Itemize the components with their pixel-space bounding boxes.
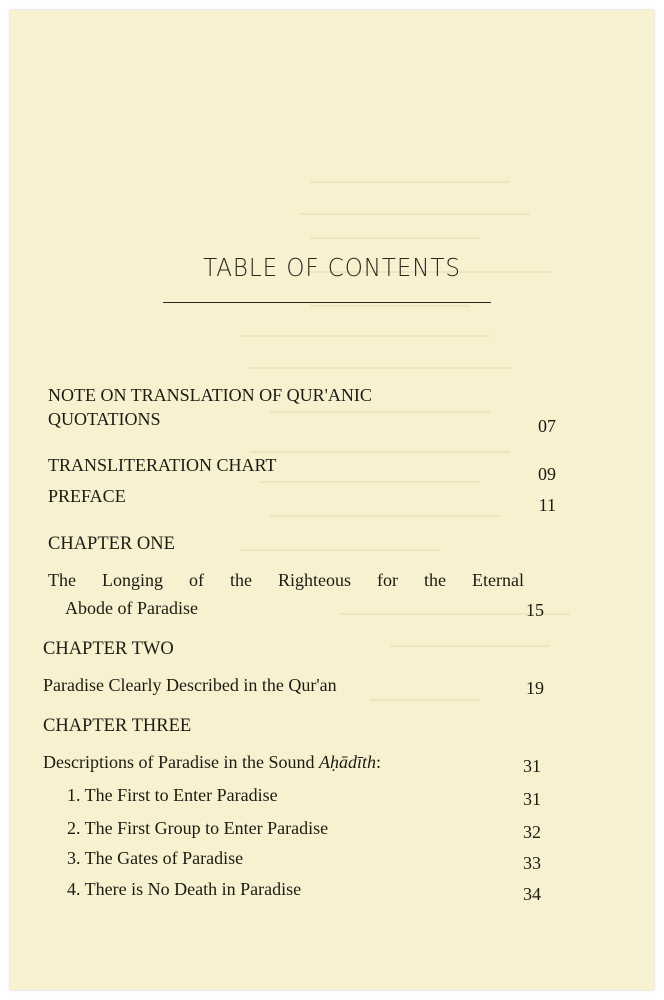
chapter-title-suffix: : [375, 752, 381, 772]
page-number: 19 [526, 678, 544, 698]
toc-title: TABLE OF CONTENTS [203, 253, 461, 282]
page-number: 32 [523, 822, 541, 842]
page-number: 34 [523, 884, 541, 904]
chapter-title-word: the [424, 570, 446, 590]
subsection-item: 4. There is No Death in Paradise [67, 879, 302, 899]
page-number: 15 [526, 600, 544, 620]
chapter-title [43, 750, 381, 774]
page-number: 07 [538, 416, 556, 436]
chapter-title-word: Longing [101, 570, 163, 590]
toc-entry-translation-note-line2: QUOTATIONS [48, 409, 161, 429]
chapter-heading: CHAPTER THREE [43, 716, 192, 736]
book-page [10, 10, 654, 990]
title-divider [163, 302, 491, 303]
toc-entry-translation-note-line1: NOTE ON TRANSLATION OF QUR'ANIC [48, 385, 372, 405]
chapter-title-line2: Abode of Paradise [65, 598, 198, 618]
page-number: 09 [538, 464, 556, 484]
chapter-title-text: Descriptions of Paradise in the Sound [43, 752, 315, 772]
chapter-title: Paradise Clearly Described in the Qur'an [43, 675, 337, 695]
chapter-title-word: the [229, 570, 252, 590]
chapter-title-word: Righteous [277, 570, 351, 590]
chapter-title-word: for [377, 570, 398, 590]
chapter-heading: CHAPTER TWO [43, 639, 174, 659]
chapter-title-line1 [48, 568, 524, 592]
page-number: 31 [523, 789, 541, 809]
subsection-item: 1. The First to Enter Paradise [67, 785, 278, 805]
chapter-title-italic: Aḥādīth [318, 752, 376, 772]
subsection-item: 3. The Gates of Paradise [67, 848, 244, 868]
toc-entry-preface: PREFACE [48, 486, 126, 506]
chapter-title-word: of [188, 570, 204, 590]
page-number: 33 [523, 853, 541, 873]
subsection-item: 2. The First Group to Enter Paradise [67, 818, 329, 838]
chapter-title-word: Eternal [472, 570, 524, 590]
chapter-heading: CHAPTER ONE [48, 534, 175, 554]
page-number: 31 [523, 756, 541, 776]
toc-entry-transliteration: TRANSLITERATION CHART [48, 455, 277, 475]
chapter-title-word: The [48, 570, 76, 590]
page-number: 11 [538, 495, 556, 515]
